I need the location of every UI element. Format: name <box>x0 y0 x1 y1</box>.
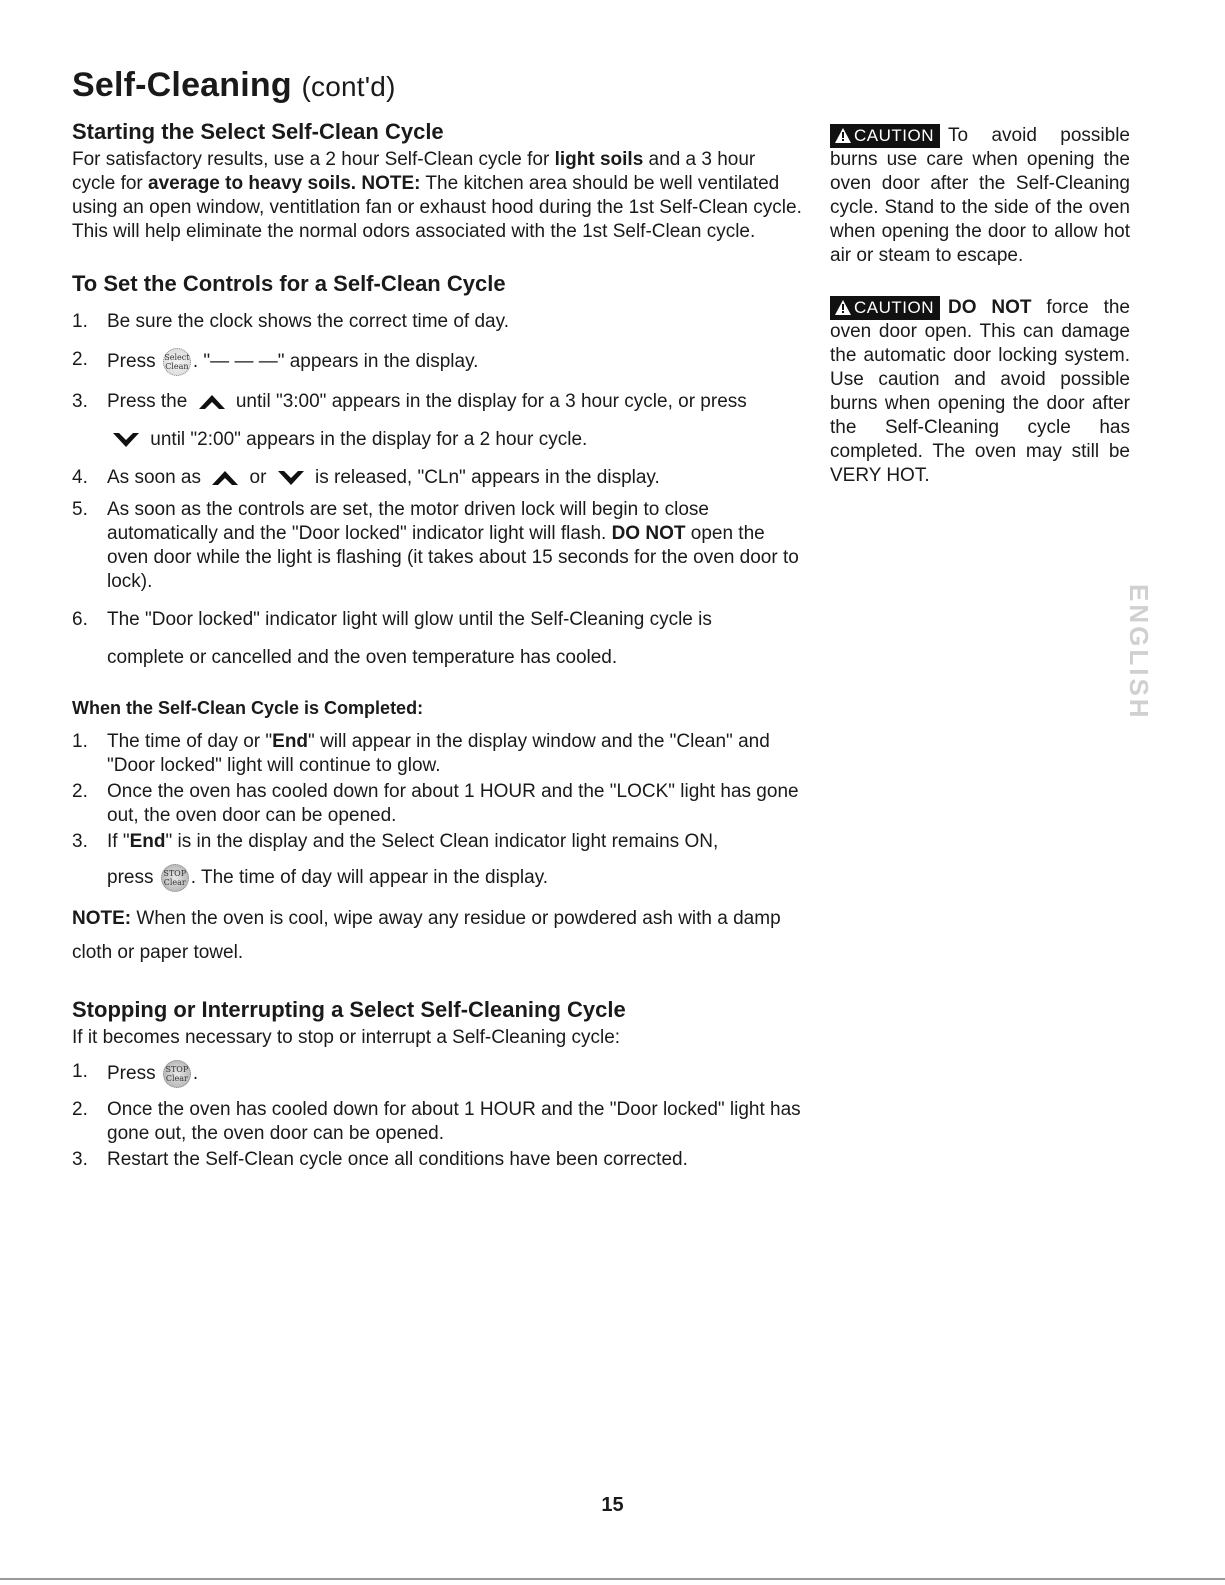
list-item <box>72 1060 802 1088</box>
up-arrow-icon <box>197 394 227 410</box>
caution-badge <box>830 124 940 148</box>
item-number: 4. <box>72 467 88 488</box>
caution-label: CAUTION <box>854 126 934 145</box>
section-heading: To Set the Controls for a Self-Clean Cycle <box>72 271 506 296</box>
note-paragraph <box>72 902 802 970</box>
item-number: 3. <box>72 831 88 852</box>
list-item <box>72 1098 802 1146</box>
item-text: is released, "CLn" appears in the display. <box>309 467 660 488</box>
item-text: or <box>244 467 272 488</box>
bold-text: light soils <box>554 149 644 170</box>
item-text: The "Door locked" indicator light will glow until the Self-Cleaning cycle is <box>107 609 712 630</box>
caution-badge <box>830 296 940 320</box>
stop-clear-button-icon <box>161 864 189 892</box>
item-number: 1. <box>72 1061 88 1082</box>
caution-label: CAUTION <box>854 298 934 317</box>
text: For satisfactory results, use a 2 hour Self-Clean cycle for <box>72 149 555 170</box>
steps-list <box>72 1060 802 1172</box>
section-heading: Stopping or Interrupting a Select Self-Cleaning Cycle <box>72 997 626 1022</box>
down-arrow-icon <box>276 470 306 486</box>
item-text: Press <box>107 351 161 373</box>
item-continuation: complete or cancelled and the oven temperature has cooled. <box>107 647 618 668</box>
icon-label: Clear <box>165 1074 188 1083</box>
item-text: . "— — —" appears in the display. <box>192 351 479 373</box>
item-number: 2. <box>72 781 88 802</box>
section-set-controls <box>72 270 802 670</box>
list-item <box>72 830 802 892</box>
item-number: 3. <box>72 391 88 412</box>
item-text: open the oven door while the light is flashing (it takes about 15 seconds for the oven door to lock). <box>107 523 799 592</box>
list-item <box>72 608 802 670</box>
text: and a 3 hour cycle for <box>72 149 756 194</box>
section-paragraph <box>72 148 802 244</box>
item-text: Once the oven has cooled down for about 1 HOUR and the "Door locked" light has gone out, the oven door can be opened. <box>107 1099 801 1144</box>
down-arrow-icon <box>111 432 141 448</box>
list-item <box>72 390 802 452</box>
item-number: 2. <box>72 349 88 370</box>
title-sub: (cont'd) <box>301 71 396 102</box>
icon-label: STOP <box>163 869 187 878</box>
bottom-divider <box>0 1578 1225 1580</box>
warning-triangle-icon <box>834 127 852 144</box>
icon-label: Clear <box>163 878 186 887</box>
icon-label: STOP <box>165 1065 189 1074</box>
page-number: 15 <box>601 1494 624 1516</box>
steps-list <box>72 310 802 670</box>
item-continuation <box>107 864 802 892</box>
item-text: Press <box>107 1063 161 1085</box>
item-text: The time of day or " <box>107 731 273 752</box>
item-number: 3. <box>72 1149 88 1170</box>
item-text: If " <box>107 831 130 852</box>
note-text: When the oven is cool, wipe away any residue or powdered ash with a damp cloth or paper towel. <box>72 908 781 963</box>
caution-block <box>830 296 1130 488</box>
note-label: NOTE: <box>72 908 132 929</box>
item-number: 2. <box>72 1099 88 1120</box>
item-number: 1. <box>72 731 88 752</box>
section-heading: When the Self-Clean Cycle is Completed: <box>72 698 424 718</box>
item-continuation <box>107 428 802 452</box>
item-text: " will appear in the display window and the "Clean" and "Door locked" light will continue to glow. <box>107 731 770 776</box>
list-item <box>72 1148 802 1172</box>
section-starting <box>72 118 802 244</box>
section-heading: Starting the Select Self-Clean Cycle <box>72 119 444 144</box>
language-tab: ENGLISH <box>1124 584 1154 721</box>
list-item <box>72 780 802 828</box>
stop-clear-button-icon <box>163 1060 191 1088</box>
warning-triangle-icon <box>834 299 852 316</box>
caution-paragraph <box>830 124 1130 268</box>
item-text: As soon as the controls are set, the motor driven lock will begin to close automatically and the "Door locked" indicator light will flash. <box>107 499 709 544</box>
main-column <box>72 118 802 1174</box>
caution-text: To avoid possible burns use care when opening the oven door after the Self-Cleaning cycle. Stand to the side of the oven when opening the door to allow hot air or steam to escape. <box>830 125 1130 266</box>
title-main: Self-Cleaning <box>72 66 292 104</box>
list-item <box>72 730 802 778</box>
bold-text: DO NOT <box>611 523 686 544</box>
item-text: Press the <box>107 391 193 412</box>
item-text: " is in the display and the Select Clean indicator light remains ON, <box>165 831 719 852</box>
bold-text: End <box>272 731 309 752</box>
bold-text: End <box>129 831 166 852</box>
caution-paragraph <box>830 296 1130 488</box>
select-clean-button-icon <box>163 348 191 376</box>
list-item <box>72 348 802 376</box>
item-number: 5. <box>72 499 88 520</box>
bold-text: DO NOT <box>948 297 1032 318</box>
list-item <box>72 466 802 490</box>
side-column <box>830 124 1130 514</box>
icon-label: Select <box>164 353 190 362</box>
icon-label: Clean <box>165 362 189 371</box>
item-text: until "2:00" appears in the display for a 2 hour cycle. <box>145 429 588 450</box>
item-text: Be sure the clock shows the correct time of day. <box>107 311 509 332</box>
caution-block <box>830 124 1130 268</box>
steps-list <box>72 730 802 892</box>
item-text: Restart the Self-Clean cycle once all conditions have been corrected. <box>107 1149 688 1170</box>
item-text: press <box>107 867 159 889</box>
item-number: 6. <box>72 609 88 630</box>
item-text: . The time of day will appear in the display. <box>190 867 549 889</box>
item-text: As soon as <box>107 467 207 488</box>
item-text: until "3:00" appears in the display for a 3 hour cycle, or press <box>230 391 747 412</box>
page-title <box>72 66 396 105</box>
bold-text: average to heavy soils. NOTE: <box>148 173 421 194</box>
section-completed <box>72 696 802 970</box>
list-item <box>72 310 802 334</box>
item-number: 1. <box>72 311 88 332</box>
list-item <box>72 498 802 594</box>
text: The kitchen area should be well ventilated using an open window, ventitlation fan or exhaust hood during the 1st Self-Clean cycle. This will help eliminate the normal odors associated with the 1st Self-Clean cycle. <box>72 173 802 242</box>
section-intro: If it becomes necessary to stop or interrupt a Self-Cleaning cycle: <box>72 1027 621 1048</box>
item-text: Once the oven has cooled down for about 1 HOUR and the "LOCK" light has gone out, the oven door can be opened. <box>107 781 799 826</box>
caution-text: force the oven door open. This can damage the automatic door locking system. Use caution and avoid possible burns when opening the door after the Self-Cleaning cycle has completed. The oven may still be VERY HOT. <box>830 297 1130 486</box>
item-text: . <box>192 1063 199 1085</box>
up-arrow-icon <box>210 470 240 486</box>
section-stopping <box>72 996 802 1172</box>
